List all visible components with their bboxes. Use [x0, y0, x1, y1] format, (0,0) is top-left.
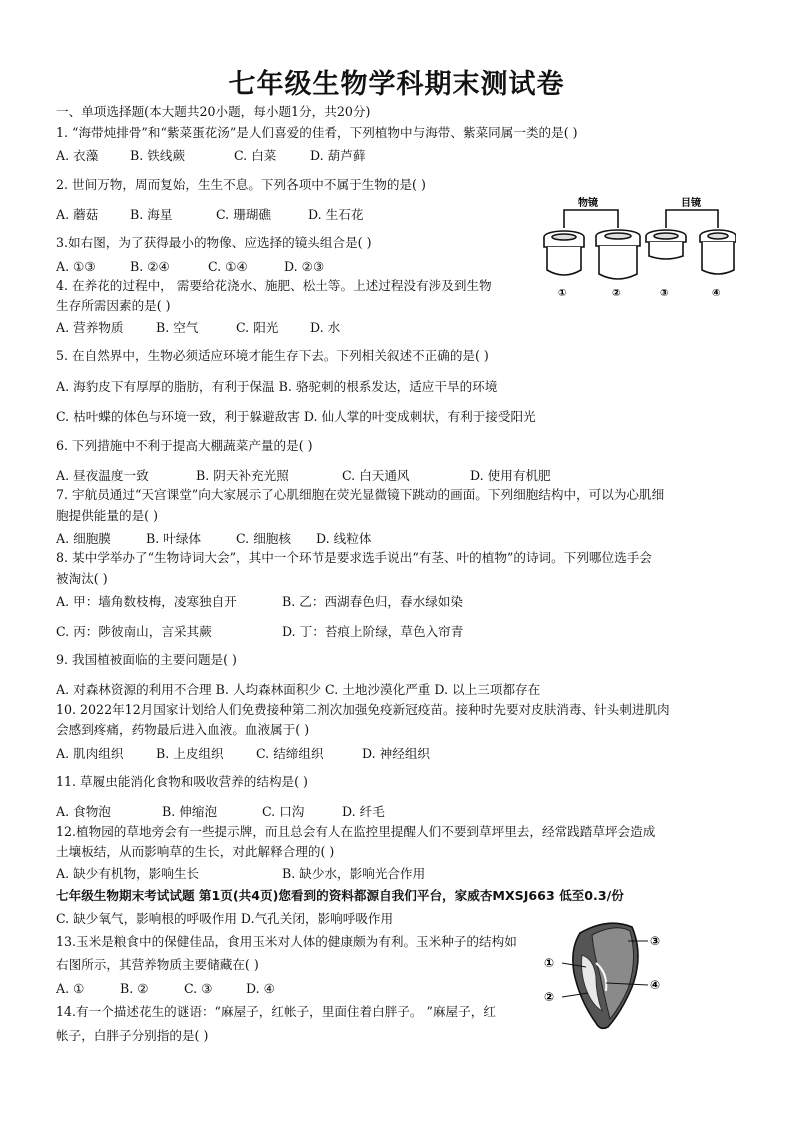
- lens-label-1: ①: [558, 288, 567, 299]
- option-d: D. 神经组织: [362, 746, 431, 761]
- lens-2: [596, 230, 640, 279]
- option-d: D. 丁：苔痕上阶绿，草色入帘青: [282, 624, 464, 639]
- option-c: C. 丙：陟彼南山，言采其蕨: [56, 624, 212, 639]
- lens-3: [646, 230, 686, 259]
- option-c: C. 口沟: [262, 804, 305, 819]
- lens-1: [544, 231, 584, 275]
- seed-label-3: ③: [650, 934, 661, 948]
- option-a: A. 甲：墙角数枝梅，凌寒独自开: [56, 594, 237, 609]
- option-a: A. ①③: [56, 259, 96, 274]
- question-5-options-cd: C. 枯叶蝶的体色与环境一致，利于躲避敌害 D. 仙人掌的叶变成刺状，有利于接受阳光: [56, 409, 536, 424]
- option-b: B. 铁线蕨: [130, 148, 186, 163]
- question-5-options-ab: A. 海豹皮下有厚厚的脂肪，有利于保温 B. 骆驼刺的根系发达，适应干旱的环境: [56, 379, 498, 394]
- option-d: D. 线粒体: [316, 531, 372, 546]
- question-13-line-2: 右图所示，其营养物质主要储藏在( ): [56, 957, 259, 972]
- option-c: C. ③: [184, 981, 213, 996]
- option-b: B. 海星: [130, 207, 173, 222]
- option-b: B. 伸缩泡: [162, 804, 218, 819]
- question-3: 3.如右图，为了获得最小的物像、应选择的镜头组合是( ): [56, 235, 372, 250]
- option-b: B. 阴天补充光照: [196, 468, 289, 483]
- option-b: B. 缺少水，影响光合作用: [282, 866, 426, 881]
- page-footer: 七年级生物期末考试试题 第1页(共4页)您看到的资料都源自我们平台，家威杏MXSJ663 低至0.3/份: [56, 888, 624, 903]
- option-b: B. ②④: [130, 259, 170, 274]
- option-a: A. 细胞膜: [56, 531, 111, 546]
- option-b: B. 乙：西湖春色归，春水绿如染: [282, 594, 463, 609]
- lens-label-4: ④: [712, 288, 721, 299]
- corn-seed-figure: [540, 915, 670, 1035]
- question-14-line-1: 14.有一个描述花生的谜语：“麻屋子，红帐子，里面住着白胖子。 ”麻屋子，红: [56, 1004, 496, 1019]
- question-9-options: A. 对森林资源的利用不合理 B. 人均森林面积少 C. 土地沙漠化严重 D. 以上三项都存在: [56, 682, 541, 697]
- option-d: D. ④: [246, 981, 275, 996]
- question-12-line-2: 土壤板结，从而影响草的生长，对此解释合理的( ): [56, 844, 335, 859]
- section-heading: 一、单项选择题(本大题共20小题，每小题1分，共20分): [56, 104, 371, 119]
- question-7-line-1: 7. 宇航员通过“天宫课堂”向大家展示了心肌细胞在荧光显微镜下跳动的画面。下列细胞结构中，可以为心肌细: [56, 487, 665, 502]
- question-11: 11. 草履虫能消化食物和吸收营养的结构是( ): [56, 774, 308, 789]
- question-9: 9. 我国植被面临的主要问题是( ): [56, 652, 237, 667]
- option-b: B. 上皮组织: [156, 746, 224, 761]
- option-a: A. ①: [56, 981, 85, 996]
- option-d: D. 生石花: [308, 207, 364, 222]
- option-a: A. 肌肉组织: [56, 746, 124, 761]
- question-4-line-2: 生存所需因素的是( ): [56, 298, 171, 313]
- option-b: B. 叶绿体: [146, 531, 202, 546]
- question-7-line-2: 胞提供能量的是( ): [56, 508, 158, 523]
- question-1: 1. “海带炖排骨”和“紫菜蛋花汤”是人们喜爱的佳肴，下列植物中与海带、紫菜同属一类的是( ): [56, 125, 578, 140]
- option-c: C. 阳光: [236, 320, 279, 335]
- option-a: A. 昼夜温度一致: [56, 468, 149, 483]
- option-a: A. 缺少有机物，影响生长: [56, 866, 200, 881]
- objective-label: 物镜: [578, 198, 598, 209]
- seed-label-2: ②: [544, 990, 555, 1004]
- lens-label-3: ③: [660, 288, 669, 299]
- option-d: D. 使用有机肥: [470, 468, 551, 483]
- objective-bracket: [564, 210, 618, 228]
- question-14-line-2: 帐子，白胖子分别指的是( ): [56, 1028, 209, 1043]
- question-10-line-2: 会感到疼痛，药物最后进入血液。血液属于( ): [56, 722, 310, 737]
- page-title: 七年级生物学科期末测试卷: [228, 69, 565, 100]
- lens-4: [700, 230, 736, 274]
- lens-label-2: ②: [612, 288, 621, 299]
- option-d: D. 水: [310, 320, 341, 335]
- question-10-line-1: 10. 2022年12月国家计划给人们免费接种第二剂次加强免疫新冠疫苗。接种时先要对皮肤消毒、针头刺进肌肉: [56, 702, 670, 717]
- seed-label-1: ①: [544, 956, 555, 970]
- eyepiece-label: 目镜: [681, 198, 701, 209]
- option-d: D. ②③: [284, 259, 325, 274]
- lens-figure: [536, 192, 736, 304]
- question-13-line-1: 13.玉米是粮食中的保健佳品，食用玉米对人体的健康颇为有利。玉米种子的结构如: [56, 934, 517, 949]
- question-5: 5. 在自然界中，生物必须适应环境才能生存下去。下列相关叙述不正确的是( ): [56, 348, 489, 363]
- question-12-options-cd: C. 缺少氧气，影响根的呼吸作用 D.气孔关闭，影响呼吸作用: [56, 911, 394, 926]
- option-c: C. 结缔组织: [256, 746, 324, 761]
- question-4-line-1: 4. 在养花的过程中， 需要给花浇水、施肥、松土等。上述过程没有涉及到生物: [56, 278, 492, 293]
- option-a: A. 蘑菇: [56, 207, 99, 222]
- option-c: C. 白菜: [234, 148, 277, 163]
- option-c: C. 珊瑚礁: [216, 207, 271, 222]
- option-c: C. 细胞核: [236, 531, 291, 546]
- question-8-line-1: 8. 某中学举办了“生物诗词大会”，其中一个环节是要求选手说出“有茎、叶的植物”的诗词。下列哪位选手会: [56, 550, 652, 565]
- option-a: A. 营养物质: [56, 320, 124, 335]
- question-2: 2. 世间万物，周而复始，生生不息。下列各项中不属于生物的是( ): [56, 177, 426, 192]
- option-d: D. 纤毛: [342, 804, 385, 819]
- seed-label-4: ④: [650, 978, 661, 992]
- option-b: B. 空气: [156, 320, 199, 335]
- option-d: D. 葫芦藓: [310, 148, 366, 163]
- option-a: A. 衣藻: [56, 148, 99, 163]
- option-a: A. 食物泡: [56, 804, 111, 819]
- eyepiece-bracket: [666, 210, 718, 228]
- question-8-line-2: 被淘汰( ): [56, 571, 108, 586]
- question-12-line-1: 12.植物园的草地旁会有一些提示牌，而且总会有人在监控里提醒人们不要到草坪里去，经常践踏草坪会造成: [56, 824, 656, 839]
- question-6: 6. 下列措施中不利于提高大棚蔬菜产量的是( ): [56, 438, 313, 453]
- option-c: C. ①④: [208, 259, 248, 274]
- option-c: C. 白天通风: [342, 468, 410, 483]
- option-b: B. ②: [120, 981, 149, 996]
